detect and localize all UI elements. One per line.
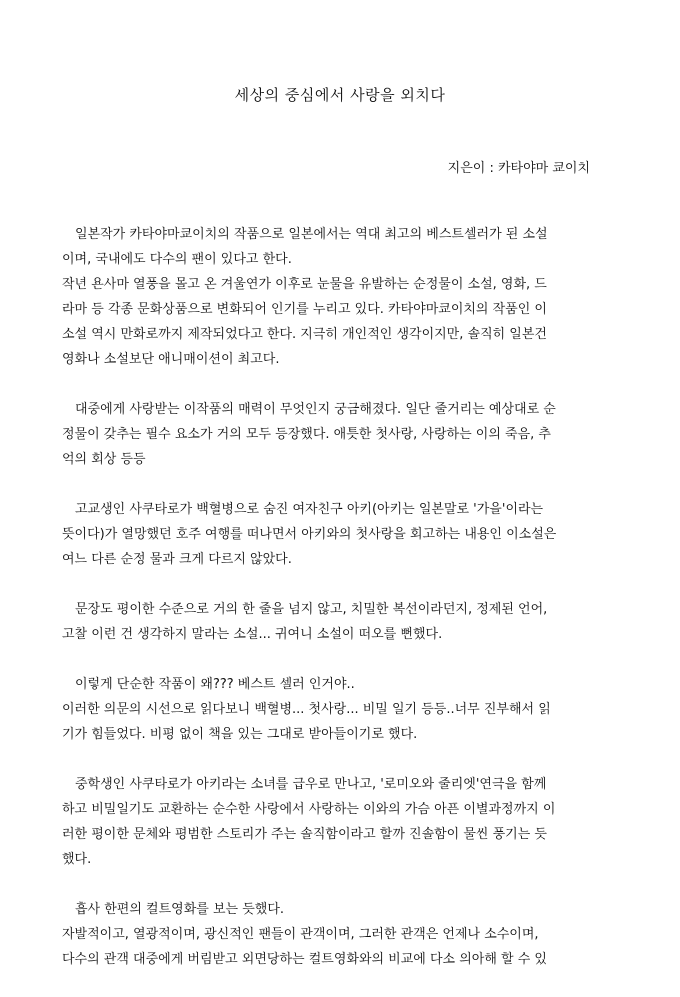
paragraph xyxy=(62,597,622,647)
paragraph xyxy=(62,497,622,572)
paragraph xyxy=(62,397,622,472)
text-line: 이러한 의문의 시선으로 읽다보니 백혈병... 첫사랑... 비밀 일기 등등..너무 진부해서 읽 xyxy=(62,702,551,717)
text-line: 작년 욘사마 열풍을 몰고 온 겨울연가 이후로 눈물을 유발하는 순정물이 소설, 영화, 드 xyxy=(62,277,547,292)
text-line: 기가 힘들었다. 비평 없이 책을 있는 그대로 받아들이기로 했다. xyxy=(62,727,418,742)
text-line: 하고 비밀일기도 교환하는 순수한 사랑에서 사랑하는 이와의 가슴 아픈 이별과정까지 이 xyxy=(62,802,556,817)
paragraph xyxy=(62,222,622,372)
text-line: 문장도 평이한 수준으로 거의 한 줄을 넘지 않고, 치밀한 복선이라던지, 정제된 언어, xyxy=(75,602,548,617)
text-line: 중학생인 사쿠타로가 아키라는 소녀를 급우로 만나고, '로미오와 줄리엣'연극을 함께 xyxy=(75,777,547,792)
text-line: 다수의 관객 대중에게 버림받고 외면당하는 컬트영화와의 비교에 다소 의아해 할 수 있 xyxy=(62,952,547,967)
text-line: 흡사 한편의 컬트영화를 보는 듯했다. xyxy=(75,902,285,917)
text-line: 고교생인 사쿠타로가 백혈병으로 숨진 여자친구 아키(아키는 일본말로 '가을'이라는 xyxy=(75,502,544,517)
text-line: 러한 평이한 문체와 평범한 스토리가 주는 솔직함이라고 할까 진솔함이 물씬 풍기는 듯 xyxy=(62,827,547,842)
paragraph xyxy=(62,672,622,747)
text-line: 이며, 국내에도 다수의 팬이 있다고 한다. xyxy=(62,252,292,267)
text-line: 소설 역시 만화로까지 제작되었다고 한다. 지극히 개인적인 생각이지만, 솔직히 일본건 xyxy=(62,327,547,342)
text-line: 라마 등 각종 문화상품으로 변화되어 인기를 누리고 있다. 카타야마쿄이치의 작품인 이 xyxy=(62,302,547,317)
text-line: 정물이 갖추는 필수 요소가 거의 모두 등장했다. 애틋한 첫사랑, 사랑하는 이의 죽음, 추 xyxy=(62,427,551,442)
author-line: 지은이 : 카타야마 쿄이치 xyxy=(447,161,590,176)
text-line: 했다. xyxy=(62,852,92,867)
paragraph xyxy=(62,772,622,872)
text-line: 자발적이고, 열광적이며, 광신적인 팬들이 관객이며, 그러한 관객은 언제나 소수이며, xyxy=(62,927,539,942)
document-body xyxy=(62,222,622,997)
text-line: 뜻이다)가 열망했던 호주 여행를 떠나면서 아키와의 첫사랑을 회고하는 내용인 이소설은 xyxy=(62,527,557,542)
document-title: 세상의 중심에서 사랑을 외치다 xyxy=(234,86,446,104)
text-line: 고찰 이런 건 생각하지 말라는 소설... 귀여니 소설이 떠오를 뻔했다. xyxy=(62,627,443,642)
text-line: 억의 회상 등등 xyxy=(62,452,146,467)
text-line: 일본작가 카타야마쿄이치의 작품으로 일본에서는 역대 최고의 베스트셀러가 된 소설 xyxy=(75,227,548,242)
text-line: 여느 다른 순정 물과 크게 다르지 않았다. xyxy=(62,552,292,567)
text-line: 이렇게 단순한 작품이 왜??? 베스트 셀러 인거야.. xyxy=(75,677,355,692)
text-line: 대중에게 사랑받는 이작품의 매력이 무엇인지 궁금해졌다. 일단 줄거리는 예상대로 순 xyxy=(75,402,556,417)
text-line: 영화나 소설보단 애니매이션이 최고다. xyxy=(62,352,280,367)
paragraph xyxy=(62,897,622,972)
